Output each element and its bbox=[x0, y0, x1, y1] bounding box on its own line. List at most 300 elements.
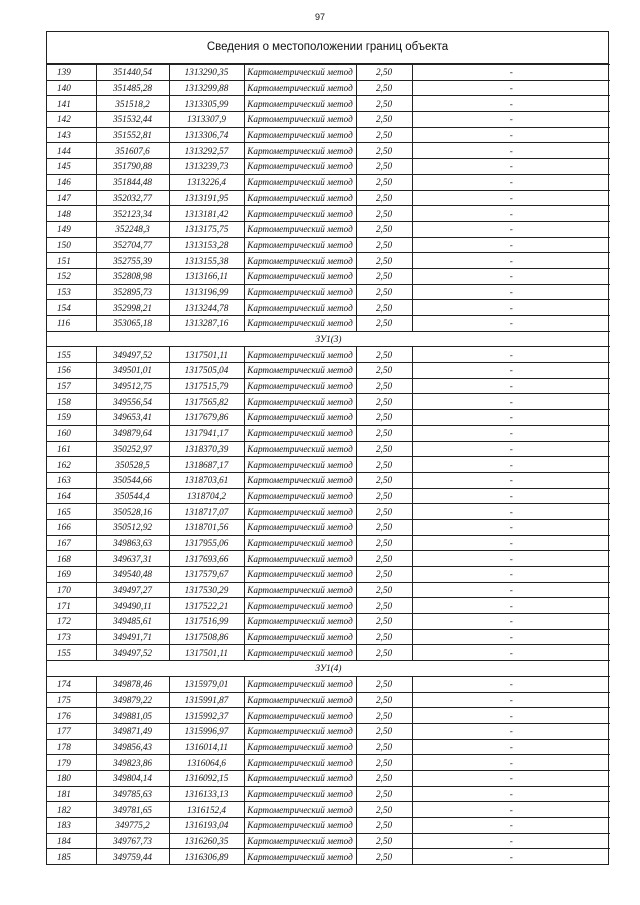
point-number-cell: 154 bbox=[47, 300, 96, 316]
accuracy-cell: 2,50 bbox=[356, 394, 412, 410]
y-coordinate-cell: 1317565,82 bbox=[169, 394, 244, 410]
accuracy-cell: 2,50 bbox=[356, 96, 412, 112]
point-number-cell: 171 bbox=[47, 598, 96, 614]
y-coordinate-cell: 1313191,95 bbox=[169, 190, 244, 206]
y-coordinate-cell: 1313306,74 bbox=[169, 127, 244, 143]
accuracy-cell: 2,50 bbox=[356, 206, 412, 222]
point-number-cell: 175 bbox=[47, 692, 96, 708]
method-cell: Картометрический метод bbox=[244, 237, 356, 253]
accuracy-cell: 2,50 bbox=[356, 300, 412, 316]
table-row bbox=[47, 755, 610, 771]
accuracy-cell: 2,50 bbox=[356, 551, 412, 567]
table-row bbox=[47, 253, 610, 269]
method-cell: Картометрический метод bbox=[244, 363, 356, 379]
y-coordinate-cell: 1313166,11 bbox=[169, 268, 244, 284]
accuracy-cell: 2,50 bbox=[356, 723, 412, 739]
method-cell: Картометрический метод bbox=[244, 692, 356, 708]
method-cell: Картометрический метод bbox=[244, 755, 356, 771]
table-row bbox=[47, 410, 610, 426]
x-coordinate-cell: 352248,3 bbox=[96, 221, 169, 237]
description-cell: - bbox=[412, 723, 610, 739]
point-number-cell: 158 bbox=[47, 394, 96, 410]
y-coordinate-cell: 1313155,38 bbox=[169, 253, 244, 269]
table-row bbox=[47, 378, 610, 394]
x-coordinate-cell: 349871,49 bbox=[96, 723, 169, 739]
table-row bbox=[47, 723, 610, 739]
method-cell: Картометрический метод bbox=[244, 284, 356, 300]
x-coordinate-cell: 349497,52 bbox=[96, 347, 169, 363]
table-row bbox=[47, 316, 610, 332]
table-row bbox=[47, 629, 610, 645]
x-coordinate-cell: 349863,63 bbox=[96, 535, 169, 551]
x-coordinate-cell: 351518,2 bbox=[96, 96, 169, 112]
x-coordinate-cell: 350512,92 bbox=[96, 519, 169, 535]
y-coordinate-cell: 1318717,07 bbox=[169, 504, 244, 520]
method-cell: Картометрический метод bbox=[244, 488, 356, 504]
method-cell: Картометрический метод bbox=[244, 127, 356, 143]
table-row bbox=[47, 80, 610, 96]
y-coordinate-cell: 1317516,99 bbox=[169, 614, 244, 630]
description-cell: - bbox=[412, 127, 610, 143]
x-coordinate-cell: 350528,16 bbox=[96, 504, 169, 520]
x-coordinate-cell: 349485,61 bbox=[96, 614, 169, 630]
point-number-cell: 141 bbox=[47, 96, 96, 112]
point-number-cell: 153 bbox=[47, 284, 96, 300]
description-cell: - bbox=[412, 300, 610, 316]
table-row bbox=[47, 127, 610, 143]
accuracy-cell: 2,50 bbox=[356, 363, 412, 379]
accuracy-cell: 2,50 bbox=[356, 347, 412, 363]
method-cell: Картометрический метод bbox=[244, 457, 356, 473]
y-coordinate-cell: 1317579,67 bbox=[169, 567, 244, 583]
accuracy-cell: 2,50 bbox=[356, 65, 412, 81]
table-row bbox=[47, 551, 610, 567]
section-header-row bbox=[47, 331, 610, 347]
x-coordinate-cell: 349775,2 bbox=[96, 818, 169, 834]
point-number-cell: 151 bbox=[47, 253, 96, 269]
point-number-cell: 165 bbox=[47, 504, 96, 520]
accuracy-cell: 2,50 bbox=[356, 143, 412, 159]
y-coordinate-cell: 1315979,01 bbox=[169, 676, 244, 692]
point-number-cell: 140 bbox=[47, 80, 96, 96]
method-cell: Картометрический метод bbox=[244, 833, 356, 849]
point-number-cell: 176 bbox=[47, 708, 96, 724]
y-coordinate-cell: 1316014,11 bbox=[169, 739, 244, 755]
method-cell: Картометрический метод bbox=[244, 112, 356, 128]
description-cell: - bbox=[412, 504, 610, 520]
method-cell: Картометрический метод bbox=[244, 472, 356, 488]
y-coordinate-cell: 1313244,78 bbox=[169, 300, 244, 316]
description-cell: - bbox=[412, 802, 610, 818]
point-number-cell: 157 bbox=[47, 378, 96, 394]
boundary-coordinates-table bbox=[47, 64, 610, 864]
y-coordinate-cell: 1313290,35 bbox=[169, 65, 244, 81]
accuracy-cell: 2,50 bbox=[356, 739, 412, 755]
description-cell: - bbox=[412, 770, 610, 786]
accuracy-cell: 2,50 bbox=[356, 410, 412, 426]
point-number-cell: 160 bbox=[47, 425, 96, 441]
method-cell: Картометрический метод bbox=[244, 253, 356, 269]
table-row bbox=[47, 598, 610, 614]
x-coordinate-cell: 349879,22 bbox=[96, 692, 169, 708]
point-number-cell: 169 bbox=[47, 567, 96, 583]
table-row bbox=[47, 425, 610, 441]
x-coordinate-cell: 352123,34 bbox=[96, 206, 169, 222]
point-number-cell: 178 bbox=[47, 739, 96, 755]
point-number-cell: 159 bbox=[47, 410, 96, 426]
accuracy-cell: 2,50 bbox=[356, 770, 412, 786]
table-row bbox=[47, 237, 610, 253]
y-coordinate-cell: 1316133,13 bbox=[169, 786, 244, 802]
y-coordinate-cell: 1313239,73 bbox=[169, 159, 244, 175]
accuracy-cell: 2,50 bbox=[356, 112, 412, 128]
y-coordinate-cell: 1316193,04 bbox=[169, 818, 244, 834]
method-cell: Картометрический метод bbox=[244, 425, 356, 441]
method-cell: Картометрический метод bbox=[244, 378, 356, 394]
accuracy-cell: 2,50 bbox=[356, 237, 412, 253]
table-row bbox=[47, 614, 610, 630]
x-coordinate-cell: 351607,6 bbox=[96, 143, 169, 159]
x-coordinate-cell: 349497,52 bbox=[96, 645, 169, 661]
accuracy-cell: 2,50 bbox=[356, 802, 412, 818]
description-cell: - bbox=[412, 755, 610, 771]
accuracy-cell: 2,50 bbox=[356, 504, 412, 520]
accuracy-cell: 2,50 bbox=[356, 268, 412, 284]
method-cell: Картометрический метод bbox=[244, 614, 356, 630]
x-coordinate-cell: 352998,21 bbox=[96, 300, 169, 316]
point-number-cell: 116 bbox=[47, 316, 96, 332]
method-cell: Картометрический метод bbox=[244, 159, 356, 175]
accuracy-cell: 2,50 bbox=[356, 221, 412, 237]
accuracy-cell: 2,50 bbox=[356, 567, 412, 583]
x-coordinate-cell: 352755,39 bbox=[96, 253, 169, 269]
method-cell: Картометрический метод bbox=[244, 80, 356, 96]
y-coordinate-cell: 1313181,42 bbox=[169, 206, 244, 222]
y-coordinate-cell: 1318701,56 bbox=[169, 519, 244, 535]
description-cell: - bbox=[412, 394, 610, 410]
accuracy-cell: 2,50 bbox=[356, 535, 412, 551]
description-cell: - bbox=[412, 65, 610, 81]
table-row bbox=[47, 770, 610, 786]
table-row bbox=[47, 457, 610, 473]
x-coordinate-cell: 352895,73 bbox=[96, 284, 169, 300]
x-coordinate-cell: 349881,05 bbox=[96, 708, 169, 724]
method-cell: Картометрический метод bbox=[244, 206, 356, 222]
point-number-cell: 184 bbox=[47, 833, 96, 849]
x-coordinate-cell: 352808,98 bbox=[96, 268, 169, 284]
method-cell: Картометрический метод bbox=[244, 221, 356, 237]
method-cell: Картометрический метод bbox=[244, 786, 356, 802]
table-row bbox=[47, 300, 610, 316]
table-row bbox=[47, 143, 610, 159]
accuracy-cell: 2,50 bbox=[356, 692, 412, 708]
y-coordinate-cell: 1317515,79 bbox=[169, 378, 244, 394]
method-cell: Картометрический метод bbox=[244, 190, 356, 206]
description-cell: - bbox=[412, 425, 610, 441]
method-cell: Картометрический метод bbox=[244, 645, 356, 661]
point-number-cell: 173 bbox=[47, 629, 96, 645]
point-number-cell: 144 bbox=[47, 143, 96, 159]
y-coordinate-cell: 1313175,75 bbox=[169, 221, 244, 237]
accuracy-cell: 2,50 bbox=[356, 629, 412, 645]
table-row bbox=[47, 268, 610, 284]
table-row bbox=[47, 284, 610, 300]
accuracy-cell: 2,50 bbox=[356, 755, 412, 771]
method-cell: Картометрический метод bbox=[244, 300, 356, 316]
accuracy-cell: 2,50 bbox=[356, 284, 412, 300]
x-coordinate-cell: 349556,54 bbox=[96, 394, 169, 410]
accuracy-cell: 2,50 bbox=[356, 488, 412, 504]
x-coordinate-cell: 351440,54 bbox=[96, 65, 169, 81]
point-number-cell: 156 bbox=[47, 363, 96, 379]
description-cell: - bbox=[412, 237, 610, 253]
description-cell: - bbox=[412, 567, 610, 583]
point-number-cell: 143 bbox=[47, 127, 96, 143]
description-cell: - bbox=[412, 614, 610, 630]
table-row bbox=[47, 441, 610, 457]
method-cell: Картометрический метод bbox=[244, 598, 356, 614]
table-row bbox=[47, 708, 610, 724]
x-coordinate-cell: 349490,11 bbox=[96, 598, 169, 614]
description-cell: - bbox=[412, 441, 610, 457]
table-row bbox=[47, 645, 610, 661]
x-coordinate-cell: 350544,4 bbox=[96, 488, 169, 504]
y-coordinate-cell: 1318370,39 bbox=[169, 441, 244, 457]
x-coordinate-cell: 349781,65 bbox=[96, 802, 169, 818]
x-coordinate-cell: 349804,14 bbox=[96, 770, 169, 786]
accuracy-cell: 2,50 bbox=[356, 159, 412, 175]
method-cell: Картометрический метод bbox=[244, 535, 356, 551]
method-cell: Картометрический метод bbox=[244, 268, 356, 284]
point-number-cell: 164 bbox=[47, 488, 96, 504]
description-cell: - bbox=[412, 849, 610, 864]
table-row bbox=[47, 65, 610, 81]
boundary-table-frame bbox=[46, 31, 609, 865]
point-number-cell: 150 bbox=[47, 237, 96, 253]
x-coordinate-cell: 349878,46 bbox=[96, 676, 169, 692]
accuracy-cell: 2,50 bbox=[356, 849, 412, 864]
description-cell: - bbox=[412, 190, 610, 206]
accuracy-cell: 2,50 bbox=[356, 457, 412, 473]
method-cell: Картометрический метод bbox=[244, 143, 356, 159]
method-cell: Картометрический метод bbox=[244, 802, 356, 818]
method-cell: Картометрический метод bbox=[244, 316, 356, 332]
method-cell: Картометрический метод bbox=[244, 441, 356, 457]
description-cell: - bbox=[412, 629, 610, 645]
method-cell: Картометрический метод bbox=[244, 347, 356, 363]
table-row bbox=[47, 582, 610, 598]
table-row bbox=[47, 567, 610, 583]
y-coordinate-cell: 1316260,35 bbox=[169, 833, 244, 849]
point-number-cell: 146 bbox=[47, 174, 96, 190]
point-number-cell: 162 bbox=[47, 457, 96, 473]
y-coordinate-cell: 1318704,2 bbox=[169, 488, 244, 504]
description-cell: - bbox=[412, 96, 610, 112]
description-cell: - bbox=[412, 347, 610, 363]
point-number-cell: 181 bbox=[47, 786, 96, 802]
method-cell: Картометрический метод bbox=[244, 708, 356, 724]
method-cell: Картометрический метод bbox=[244, 551, 356, 567]
description-cell: - bbox=[412, 535, 610, 551]
method-cell: Картометрический метод bbox=[244, 394, 356, 410]
description-cell: - bbox=[412, 645, 610, 661]
description-cell: - bbox=[412, 519, 610, 535]
description-cell: - bbox=[412, 174, 610, 190]
x-coordinate-cell: 349767,73 bbox=[96, 833, 169, 849]
x-coordinate-cell: 349759,44 bbox=[96, 849, 169, 864]
y-coordinate-cell: 1316092,15 bbox=[169, 770, 244, 786]
y-coordinate-cell: 1317693,66 bbox=[169, 551, 244, 567]
description-cell: - bbox=[412, 488, 610, 504]
y-coordinate-cell: 1317530,29 bbox=[169, 582, 244, 598]
method-cell: Картометрический метод bbox=[244, 519, 356, 535]
description-cell: - bbox=[412, 159, 610, 175]
x-coordinate-cell: 351844,48 bbox=[96, 174, 169, 190]
y-coordinate-cell: 1317941,17 bbox=[169, 425, 244, 441]
point-number-cell: 182 bbox=[47, 802, 96, 818]
table-row bbox=[47, 363, 610, 379]
table-row bbox=[47, 112, 610, 128]
method-cell: Картометрический метод bbox=[244, 849, 356, 864]
description-cell: - bbox=[412, 692, 610, 708]
table-title: Сведения о местоположении границ объекта bbox=[47, 32, 608, 64]
accuracy-cell: 2,50 bbox=[356, 598, 412, 614]
description-cell: - bbox=[412, 676, 610, 692]
point-number-cell: 180 bbox=[47, 770, 96, 786]
method-cell: Картометрический метод bbox=[244, 723, 356, 739]
point-number-cell: 183 bbox=[47, 818, 96, 834]
point-number-cell: 139 bbox=[47, 65, 96, 81]
x-coordinate-cell: 349491,71 bbox=[96, 629, 169, 645]
y-coordinate-cell: 1317501,11 bbox=[169, 347, 244, 363]
description-cell: - bbox=[412, 206, 610, 222]
method-cell: Картометрический метод bbox=[244, 818, 356, 834]
x-coordinate-cell: 349856,43 bbox=[96, 739, 169, 755]
description-cell: - bbox=[412, 316, 610, 332]
point-number-cell: 155 bbox=[47, 645, 96, 661]
y-coordinate-cell: 1313196,99 bbox=[169, 284, 244, 300]
table-row bbox=[47, 174, 610, 190]
x-coordinate-cell: 349785,63 bbox=[96, 786, 169, 802]
y-coordinate-cell: 1313305,99 bbox=[169, 96, 244, 112]
y-coordinate-cell: 1317501,11 bbox=[169, 645, 244, 661]
table-row bbox=[47, 519, 610, 535]
point-number-cell: 155 bbox=[47, 347, 96, 363]
y-coordinate-cell: 1313292,57 bbox=[169, 143, 244, 159]
table-row bbox=[47, 159, 610, 175]
method-cell: Картометрический метод bbox=[244, 676, 356, 692]
method-cell: Картометрический метод bbox=[244, 65, 356, 81]
x-coordinate-cell: 349540,48 bbox=[96, 567, 169, 583]
accuracy-cell: 2,50 bbox=[356, 582, 412, 598]
description-cell: - bbox=[412, 410, 610, 426]
y-coordinate-cell: 1315992,37 bbox=[169, 708, 244, 724]
point-number-cell: 147 bbox=[47, 190, 96, 206]
accuracy-cell: 2,50 bbox=[356, 786, 412, 802]
x-coordinate-cell: 350544,66 bbox=[96, 472, 169, 488]
table-row bbox=[47, 472, 610, 488]
point-number-cell: 148 bbox=[47, 206, 96, 222]
x-coordinate-cell: 349823,86 bbox=[96, 755, 169, 771]
description-cell: - bbox=[412, 268, 610, 284]
x-coordinate-cell: 349512,75 bbox=[96, 378, 169, 394]
table-row bbox=[47, 394, 610, 410]
description-cell: - bbox=[412, 582, 610, 598]
description-cell: - bbox=[412, 221, 610, 237]
table-row bbox=[47, 504, 610, 520]
x-coordinate-cell: 351532,44 bbox=[96, 112, 169, 128]
point-number-cell: 145 bbox=[47, 159, 96, 175]
y-coordinate-cell: 1313307,9 bbox=[169, 112, 244, 128]
description-cell: - bbox=[412, 551, 610, 567]
accuracy-cell: 2,50 bbox=[356, 676, 412, 692]
accuracy-cell: 2,50 bbox=[356, 708, 412, 724]
point-number-cell: 149 bbox=[47, 221, 96, 237]
y-coordinate-cell: 1313226,4 bbox=[169, 174, 244, 190]
method-cell: Картометрический метод bbox=[244, 770, 356, 786]
method-cell: Картометрический метод bbox=[244, 629, 356, 645]
table-row bbox=[47, 206, 610, 222]
point-number-cell: 163 bbox=[47, 472, 96, 488]
table-row bbox=[47, 190, 610, 206]
table-row bbox=[47, 786, 610, 802]
method-cell: Картометрический метод bbox=[244, 739, 356, 755]
y-coordinate-cell: 1313299,88 bbox=[169, 80, 244, 96]
point-number-cell: 161 bbox=[47, 441, 96, 457]
x-coordinate-cell: 349653,41 bbox=[96, 410, 169, 426]
y-coordinate-cell: 1317955,06 bbox=[169, 535, 244, 551]
description-cell: - bbox=[412, 818, 610, 834]
y-coordinate-cell: 1316064,6 bbox=[169, 755, 244, 771]
y-coordinate-cell: 1317522,21 bbox=[169, 598, 244, 614]
x-coordinate-cell: 351485,28 bbox=[96, 80, 169, 96]
table-body bbox=[47, 65, 610, 865]
x-coordinate-cell: 353065,18 bbox=[96, 316, 169, 332]
table-row bbox=[47, 535, 610, 551]
description-cell: - bbox=[412, 786, 610, 802]
accuracy-cell: 2,50 bbox=[356, 833, 412, 849]
section-header-row bbox=[47, 661, 610, 677]
y-coordinate-cell: 1313287,16 bbox=[169, 316, 244, 332]
method-cell: Картометрический метод bbox=[244, 96, 356, 112]
section-label: ЗУ1(3) bbox=[47, 331, 610, 347]
point-number-cell: 174 bbox=[47, 676, 96, 692]
table-row bbox=[47, 221, 610, 237]
y-coordinate-cell: 1316306,89 bbox=[169, 849, 244, 864]
table-row bbox=[47, 802, 610, 818]
method-cell: Картометрический метод bbox=[244, 567, 356, 583]
y-coordinate-cell: 1315991,87 bbox=[169, 692, 244, 708]
table-row bbox=[47, 347, 610, 363]
accuracy-cell: 2,50 bbox=[356, 80, 412, 96]
description-cell: - bbox=[412, 472, 610, 488]
accuracy-cell: 2,50 bbox=[356, 818, 412, 834]
page-number: 97 bbox=[314, 12, 325, 22]
x-coordinate-cell: 349879,64 bbox=[96, 425, 169, 441]
y-coordinate-cell: 1318687,17 bbox=[169, 457, 244, 473]
point-number-cell: 168 bbox=[47, 551, 96, 567]
table-row bbox=[47, 692, 610, 708]
table-row bbox=[47, 676, 610, 692]
y-coordinate-cell: 1317508,86 bbox=[169, 629, 244, 645]
point-number-cell: 142 bbox=[47, 112, 96, 128]
x-coordinate-cell: 349497,27 bbox=[96, 582, 169, 598]
method-cell: Картометрический метод bbox=[244, 174, 356, 190]
point-number-cell: 185 bbox=[47, 849, 96, 864]
y-coordinate-cell: 1317679,86 bbox=[169, 410, 244, 426]
point-number-cell: 152 bbox=[47, 268, 96, 284]
accuracy-cell: 2,50 bbox=[356, 472, 412, 488]
